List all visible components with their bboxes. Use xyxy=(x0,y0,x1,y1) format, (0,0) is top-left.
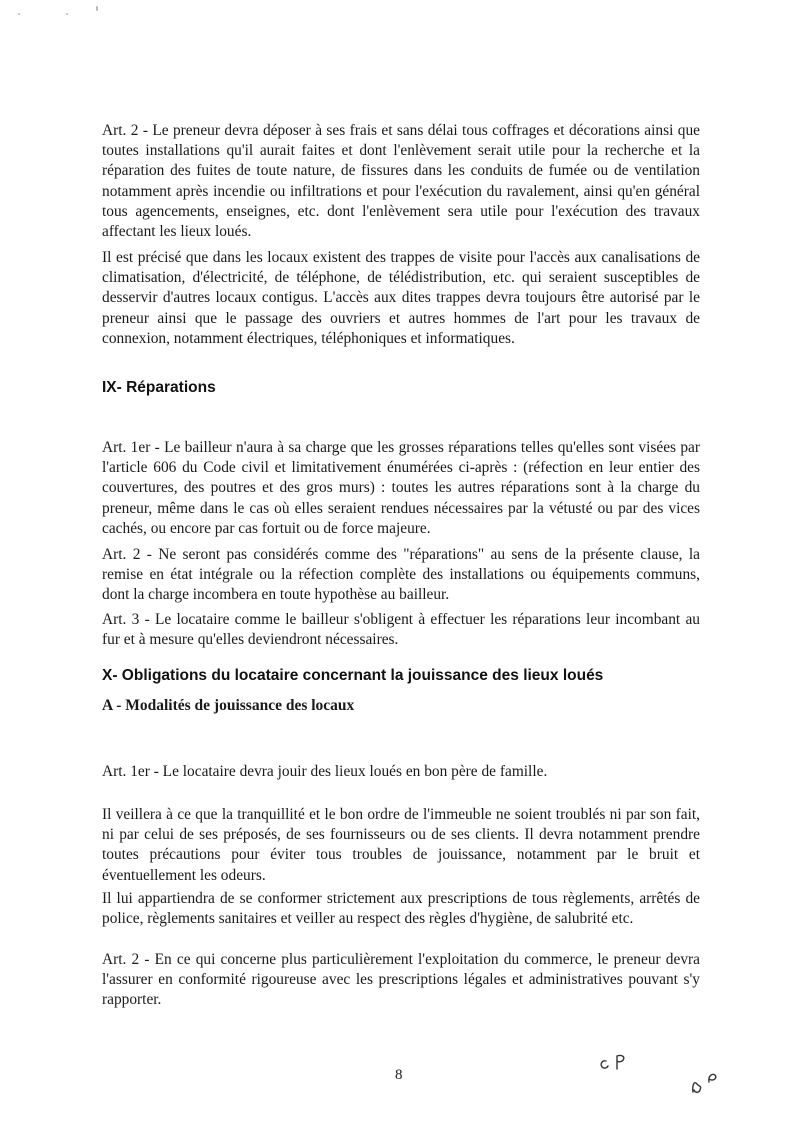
handwritten-initials-cp xyxy=(596,1052,636,1076)
paragraph-x-art2: Art. 2 - En ce qui concerne plus particulièrement l'exploitation du commerce, le preneur devra l'assurer en conformité rigoureuse avec les prescriptions légales et administratives pouvant s'y rapporter. xyxy=(102,951,700,1009)
page-number: 8 xyxy=(395,1067,403,1083)
section-heading-reparations: IX- Réparations xyxy=(102,379,216,396)
paragraph-x-art1: Art. 1er - Le locataire devra jouir des lieux loués en bon père de famille. xyxy=(102,763,548,780)
paragraph-ix-art3: Art. 3 - Le locataire comme le bailleur s'obligent à effectuer les réparations leur incombant au fur et à mesure qu'elles deviendront nécessaires. xyxy=(102,611,700,649)
paragraph-art2-depose: Art. 2 - Le preneur devra déposer à ses frais et sans délai tous coffrages et décorations ainsi que toutes installations qu'il aurait faites et dont l'enlèvement serait utile pour la recherche et la réparation des fuites de toute nature, de fissures dans les conduits de fumée ou de ventilation notamment après incendie ou infiltrations et pour l'exécution du ravalement, ainsi qu'en général tous agencements, enseignes, etc. dont l'enlèvement sera utile pour l'exécution des travaux affectant les lieux loués. xyxy=(102,122,700,241)
paragraph-ix-art2: Art. 2 - Ne seront pas considérés comme des "réparations" au sens de la présente clause, la remise en état intégrale ou la réfection complète des installations ou équipements communs, dont la charge incombera en toute hypothèse au bailleur. xyxy=(102,546,700,604)
paragraph-reglements: Il lui appartiendra de se conformer strictement aux prescriptions de tous règlements, arrêtés de police, règlements sanitaires et veiller au respect des règles d'hygiène, de salubrité etc. xyxy=(102,890,700,928)
paragraph-tranquillite: Il veillera à ce que la tranquillité et le bon ordre de l'immeuble ne soient troublés ni par son fait, ni par celui de ses préposés, de ses fournisseurs ou de ses clients. Il devra notamment prendre toutes précautions pour éviter tous troubles de jouissance, notamment par le bruit et éventuellement les odeurs. xyxy=(102,806,700,884)
section-heading-obligations: X- Obligations du locataire concernant la jouissance des lieux loués xyxy=(102,667,604,684)
paragraph-trappes-visite: Il est précisé que dans les locaux existent des trappes de visite pour l'accès aux canalisations de climatisation, d'électricité, de téléphone, de télédistribution, etc. qui seraient susceptibles de desservir d'autres locaux contigus. L'accès aux dites trappes devra toujours être autorisé par le preneur ainsi que le passage des ouvriers et autres hommes de l'art pour les travaux de connexion, notamment électriques, téléphoniques et informatiques. xyxy=(102,249,700,347)
paragraph-ix-art1: Art. 1er - Le bailleur n'aura à sa charge que les grosses réparations telles qu'elles sont visées par l'article 606 du Code civil et limitativement énumérées ci-après : (réfection en leur entier des couvertures, des poutres et des gros murs) : toutes les autres réparations sont à la charge du preneur, même dans le cas où elles seraient rendues nécessaires par la vétusté ou par des vices cachés, ou encore par cas fortuit ou de force majeure. xyxy=(102,439,700,537)
subsection-heading-modalites: A - Modalités de jouissance des locaux xyxy=(102,697,355,714)
handwritten-initials-bp xyxy=(688,1068,728,1098)
